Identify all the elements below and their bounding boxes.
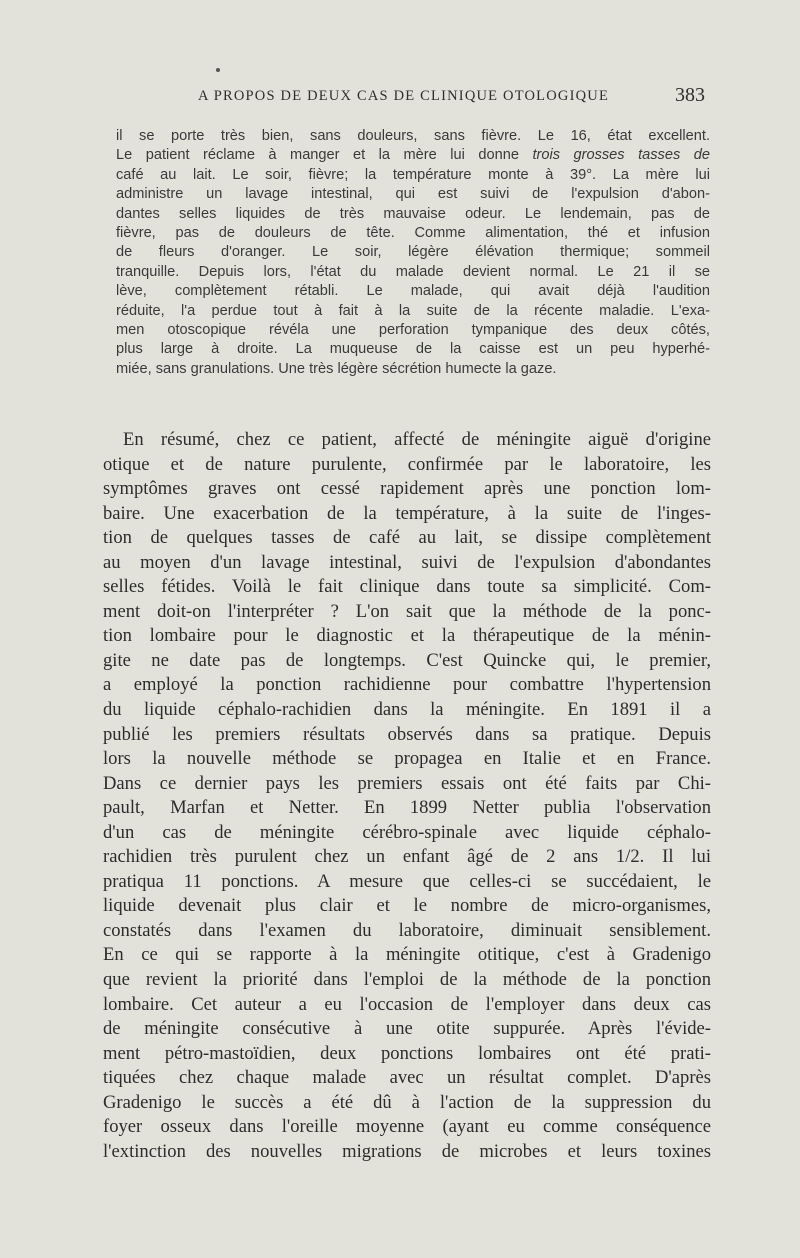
text-line: pratiqua 11 ponctions. A mesure que celles-ci se succédaient, le — [103, 870, 711, 892]
text-line: foyer osseux dans l'oreille moyenne (ayant eu comme conséquence — [103, 1116, 711, 1138]
text-line: ment pétro-mastoïdien, deux ponctions lombaires ont été prati- — [103, 1042, 711, 1064]
text-line: rachidien très purulent chez un enfant âgé de 2 ans 1/2. Il lui — [103, 846, 711, 868]
text-line: d'un cas de méningite cérébro-spinale avec liquide céphalo- — [103, 821, 711, 843]
text-line: plus large à droite. La muqueuse de la caisse est un peu hyperhé- — [116, 341, 710, 358]
text-line: liquide devenait plus clair et le nombre de micro-organismes, — [103, 895, 711, 917]
text-line: Gradenigo le succès a été dû à l'action de la suppression du — [103, 1091, 711, 1113]
text-line: fièvre, pas de douleurs de tête. Comme alimentation, thé et infusion — [116, 225, 710, 242]
text-line: administre un lavage intestinal, qui est suivi de l'expulsion d'abon- — [116, 186, 710, 203]
text-line: tranquille. Depuis lors, l'état du malade devient normal. Le 21 il se — [116, 263, 710, 280]
text-line: il se porte très bien, sans douleurs, sans fièvre. Le 16, état excellent. — [116, 128, 710, 144]
text-line: réduite, l'a perdue tout à fait à la suite de la récente maladie. L'exa- — [116, 302, 710, 319]
text-line: En résumé, chez ce patient, affecté de méningite aiguë d'origine — [123, 429, 711, 450]
ink-dot — [216, 68, 220, 72]
text-line: selles fétides. Voilà le fait clinique dans toute sa simplicité. Com- — [103, 576, 711, 598]
text-line: café au lait. Le soir, fièvre; la température monte à 39°. La mère lui — [116, 166, 710, 183]
text-line: gite ne date pas de longtemps. C'est Quincke qui, le premier, — [103, 649, 711, 671]
text-line: baire. Une exacerbation de la température, à la suite de l'inges- — [103, 502, 711, 524]
text-line: de fleurs d'oranger. Le soir, légère élévation thermique; sommeil — [116, 244, 710, 261]
text-line: tion de quelques tasses de café au lait, se dissipe complètement — [103, 527, 711, 549]
text-line: au moyen d'un lavage intestinal, suivi de l'expulsion d'abondantes — [103, 551, 711, 573]
text-line: ment doit-on l'interpréter ? L'on sait que la méthode de la ponc- — [103, 600, 711, 622]
text-line: dantes selles liquides de très mauvaise odeur. Le lendemain, pas de — [116, 205, 710, 222]
text-line: a employé la ponction rachidienne pour combattre l'hypertension — [103, 674, 711, 696]
text-line: publié les premiers résultats observés dans sa pratique. Depuis — [103, 723, 711, 745]
text-line: otique et de nature purulente, confirmée par le laboratoire, les — [103, 453, 711, 475]
text-line: de méningite consécutive à une otite suppurée. Après l'évide- — [103, 1018, 711, 1040]
text-line: que revient la priorité dans l'emploi de la méthode de la ponction — [103, 969, 711, 991]
text-line: lors la nouvelle méthode se propagea en Italie et en France. — [103, 748, 711, 770]
text-line: Dans ce dernier pays les premiers essais ont été faits par Chi- — [103, 772, 711, 794]
text-line: En ce qui se rapporte à la méningite otitique, c'est à Gradenigo — [103, 944, 711, 966]
text-segment: Le patient réclame à manger et la mère lui donne — [116, 147, 519, 164]
text-line: l'extinction des nouvelles migrations de microbes et leurs toxines — [103, 1140, 711, 1162]
discussion-paragraph — [103, 428, 711, 1164]
text-line: men otoscopique révéla une perforation tympanique des deux côtés, — [116, 322, 710, 339]
case-notes-paragraph — [116, 127, 710, 379]
text-line: tiquées chez chaque malade avec un résultat complet. D'après — [103, 1067, 711, 1089]
text-line — [116, 146, 710, 165]
running-header: A PROPOS DE DEUX CAS DE CLINIQUE OTOLOGIQUE — [198, 88, 610, 104]
text-line: pault, Marfan et Netter. En 1899 Netter publia l'observation — [103, 797, 711, 819]
text-line: miée, sans granulations. Une très légère sécrétion humecte la gaze. — [116, 360, 557, 377]
page-number: 383 — [675, 84, 705, 106]
text-line: du liquide céphalo-rachidien dans la méningite. En 1891 il a — [103, 699, 711, 721]
text-line: symptômes graves ont cessé rapidement après une ponction lom- — [103, 478, 711, 500]
text-line: constatés dans l'examen du laboratoire, diminuait sensiblement. — [103, 919, 711, 941]
text-line: lève, complètement rétabli. Le malade, qui avait déjà l'audition — [116, 283, 710, 300]
italic-phrase: trois grosses tasses de — [532, 147, 710, 164]
text-line: lombaire. Cet auteur a eu l'occasion de l'employer dans deux cas — [103, 993, 711, 1015]
text-line: tion lombaire pour le diagnostic et la thérapeutique de la ménin- — [103, 625, 711, 647]
